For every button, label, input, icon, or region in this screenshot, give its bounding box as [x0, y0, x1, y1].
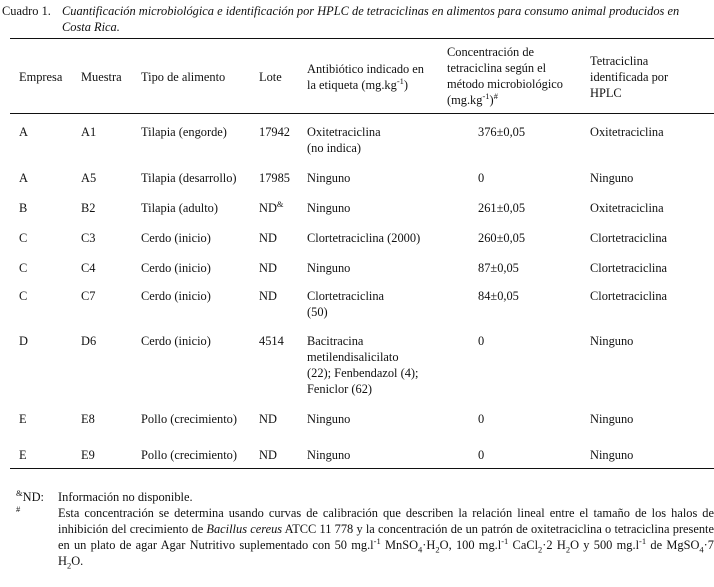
cell-concentracion: 0 [478, 171, 485, 185]
cell-lote: 17985 [259, 171, 290, 185]
cell-concentracion: 261±0,05 [478, 201, 526, 215]
cell-tetraciclina-hplc: Clortetraciclina [590, 231, 668, 245]
cell-antibiotico: Bacitracina metilendisalicilato (22); Fenbendazol (4); Feniclor (62) [307, 334, 419, 396]
cell-antibiotico: Ninguno [307, 171, 351, 185]
cell-tetraciclina-hplc: Ninguno [590, 171, 634, 185]
header-lote: Lote [259, 70, 282, 84]
cell-antibiotico: Clortetraciclina (2000) [307, 231, 421, 245]
header-empresa: Empresa [19, 70, 63, 84]
cell-lote: ND [259, 448, 277, 462]
cell-lote: ND& [259, 198, 284, 215]
cell-concentracion: 87±0,05 [478, 261, 519, 275]
cell-empresa: E [19, 412, 27, 426]
cell-tipo: Cerdo (inicio) [141, 261, 211, 275]
cell-tetraciclina-hplc: Ninguno [590, 448, 634, 462]
cell-lote: ND [259, 231, 277, 245]
cell-empresa: E [19, 448, 27, 462]
cell-muestra: D6 [81, 334, 97, 348]
cell-muestra: C3 [81, 231, 96, 245]
caption-label: Cuadro 1. [2, 4, 51, 18]
cell-lote: ND [259, 261, 277, 275]
cell-lote: ND [259, 289, 277, 303]
cell-tetraciclina-hplc: Ninguno [590, 334, 634, 348]
cell-tipo: Cerdo (inicio) [141, 231, 211, 245]
cell-muestra: A1 [81, 125, 97, 139]
cell-tipo: Tilapia (engorde) [141, 125, 227, 139]
bottom-rule [10, 468, 714, 469]
cell-tipo: Cerdo (inicio) [141, 289, 211, 303]
caption-text: Cuantificación microbiológica e identificación por HPLC de tetraciclinas en alimentos para consumo animal producidos en Costa Rica. [62, 4, 680, 34]
cell-concentracion: 84±0,05 [478, 289, 519, 303]
cell-empresa: A [19, 171, 28, 185]
cell-muestra: C4 [81, 261, 96, 275]
cell-concentracion: 260±0,05 [478, 231, 526, 245]
cell-tetraciclina-hplc: Ninguno [590, 412, 634, 426]
cell-lote: 17942 [259, 125, 290, 139]
cell-antibiotico: Oxitetraciclina (no indica) [307, 125, 381, 155]
header-concentracion: Concentración de tetraciclina según el método microbiológico $(mg.kg^{-1})^{\#}$ [447, 45, 563, 107]
cell-antibiotico: Ninguno [307, 412, 351, 426]
cell-muestra: C7 [81, 289, 96, 303]
header-tetraciclina: Tetraciclina identificada por HPLC [590, 54, 669, 100]
cell-tetraciclina-hplc: Clortetraciclina [590, 261, 668, 275]
cell-antibiotico: Ninguno [307, 201, 351, 215]
cell-empresa: C [19, 261, 28, 275]
cell-antibiotico: Clortetraciclina (50) [307, 289, 385, 319]
cell-muestra: B2 [81, 201, 96, 215]
cell-tipo: Tilapia (desarrollo) [141, 171, 237, 185]
header-muestra: Muestra [81, 70, 122, 84]
cell-concentracion: 376±0,05 [478, 125, 526, 139]
cell-empresa: C [19, 231, 28, 245]
footnote-nd: &ND: Información no disponible. [16, 487, 193, 504]
cell-empresa: A [19, 125, 28, 139]
cell-muestra: E9 [81, 448, 95, 462]
cell-tipo: Pollo (crecimiento) [141, 448, 237, 462]
cell-tetraciclina-hplc: Clortetraciclina [590, 289, 668, 303]
cell-muestra: E8 [81, 412, 95, 426]
cell-empresa: D [19, 334, 28, 348]
header-tipo: Tipo de alimento [141, 70, 226, 84]
cell-tetraciclina-hplc: Oxitetraciclina [590, 201, 664, 215]
cell-antibiotico: Ninguno [307, 261, 351, 275]
cell-empresa: B [19, 201, 28, 215]
cell-concentracion: 0 [478, 412, 485, 426]
cell-empresa: C [19, 289, 28, 303]
cell-lote: 4514 [259, 334, 284, 348]
header-antibiotico: Antibiótico indicado en la etiqueta $(mg.kg^{-1})$ [307, 62, 424, 92]
cell-muestra: A5 [81, 171, 97, 185]
cell-concentracion: 0 [478, 334, 485, 348]
cell-antibiotico: Ninguno [307, 448, 351, 462]
cell-tetraciclina-hplc: Oxitetraciclina [590, 125, 664, 139]
cell-lote: ND [259, 412, 277, 426]
top-rule [10, 38, 714, 39]
cell-tipo: Tilapia (adulto) [141, 201, 218, 215]
cell-concentracion: 0 [478, 448, 485, 462]
header-rule [10, 113, 714, 114]
cell-tipo: Pollo (crecimiento) [141, 412, 237, 426]
cell-tipo: Cerdo (inicio) [141, 334, 211, 348]
